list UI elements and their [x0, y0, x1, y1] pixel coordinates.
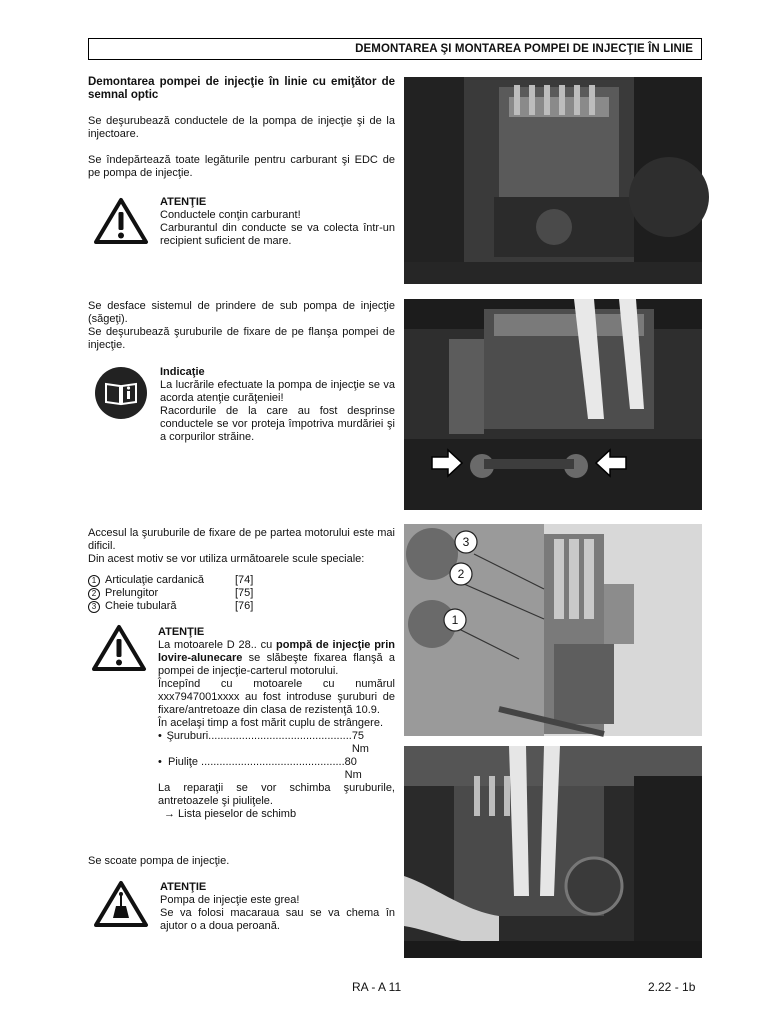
footer-document-code: RA - A 11 [352, 980, 402, 994]
tool-list [88, 574, 395, 613]
torque-item: • Piuliţe ............................................... 80 Nm [158, 756, 395, 782]
page-header [88, 38, 702, 60]
section-heading: Demontarea pompei de injecţie în linie cu emiţător de semnal optic [88, 76, 395, 101]
callout-circle-3 [455, 531, 477, 553]
callout-text: La lucrările efectuate la pompa de injecţie se va acorda atenţie curăţeniei! [160, 379, 395, 404]
paragraph: Din acest motiv se vor utiliza următoarele scule speciale: [88, 553, 365, 565]
paragraph: Se deşurubează şuruburile de fixare de pe flanşa pompei de injecţie. [88, 326, 395, 351]
callout-text: Racordurile de la care au fost desprinse conductele se vor proteja împotriva murdăriei şi a corpurilor străine. [160, 405, 395, 443]
tool-code: [75] [235, 587, 254, 599]
engine-photo-2 [404, 299, 702, 510]
warning-triangle-icon [91, 624, 147, 672]
engine-photo-4 [404, 746, 702, 958]
torque-label: Şuruburi............................................... [166, 730, 352, 742]
paragraph: Se desface sistemul de prindere de sub pompa de injecţie (săgeţi). [88, 300, 395, 325]
callout-circle-1 [444, 609, 466, 631]
number-marker: 2 [88, 588, 100, 600]
callout-circle-2 [450, 563, 472, 585]
warning-callout-1 [160, 196, 395, 248]
note-callout [160, 366, 395, 444]
section-3-text [88, 527, 395, 613]
list-item [88, 600, 395, 613]
callout-text: Începînd cu motoarele cu numărul xxx7947001xxxx au fost introduse şuruburi de fixare/antretoaze din clasa de rezistenţă 10.9. [158, 678, 395, 716]
text-run: se slăbeşte fixarea flanşă a pompei de injecţie-carterul motorului. [158, 652, 395, 677]
parts-list-reference: → Lista pieselor de schimb [164, 808, 297, 820]
warning-triangle-icon [93, 197, 149, 245]
callout-text: În acelaşi timp a fost mărit cuplu de strângere. [158, 717, 383, 729]
footer-page-number: 2.22 - 1b [648, 980, 696, 994]
tool-name: Articulaţie cardanică [105, 574, 205, 586]
section-4-text [88, 855, 395, 868]
callout-title: Indicaţie [160, 366, 205, 378]
callout-title: ATENŢIE [160, 881, 207, 893]
paragraph: Se scoate pompa de injecţie. [88, 855, 230, 867]
paragraph: Accesul la şuruburile de fixare de pe partea motorului este mai dificil. [88, 527, 395, 552]
callout-title: ATENŢIE [158, 626, 205, 638]
callout-text: Se va folosi macaraua sau se va chema în ajutor o a doua peroană. [160, 907, 395, 932]
tool-code: [74] [235, 574, 254, 586]
section-1-text [88, 76, 395, 180]
list-item [88, 587, 395, 600]
callout-title: ATENŢIE [160, 196, 207, 208]
page-title: DEMONTAREA ŞI MONTAREA POMPEI DE INJECŢIE ÎN LINIE [355, 43, 693, 55]
number-marker: 1 [88, 575, 100, 587]
callout-text: La reparaţii se vor schimba şuruburile, antretoazele şi piuliţele. [158, 782, 395, 807]
paragraph: Se îndepărtează toate legăturile pentru carburant şi EDC de pe pompa de injecţie. [88, 154, 395, 179]
callout-text: Carburantul din conducte se va colecta într-un recipient suficient de mare. [160, 222, 395, 247]
section-2-text [88, 300, 395, 352]
torque-value: 80 Nm [344, 756, 362, 781]
warning-callout-3 [158, 626, 395, 821]
text-run-bold: pompă de injecţie prin lovire-alunecare [158, 639, 395, 664]
torque-item: • Şuruburi............................................... 75 Nm [158, 730, 395, 756]
svg-text:1: 1 [451, 613, 459, 627]
number-marker: 3 [88, 601, 100, 613]
torque-value: 75 Nm [351, 730, 369, 755]
tool-code: [76] [235, 600, 254, 612]
text-run: La motoarele D 28.. cu [158, 639, 277, 651]
tool-name: Prelungitor [105, 587, 159, 599]
list-item [88, 574, 395, 587]
callout-text: Pompa de injecţie este grea! [160, 894, 300, 906]
torque-label: Piuliţe ............................................... [168, 756, 345, 768]
engine-photo-3 [404, 524, 702, 736]
tool-name: Cheie tubulară [105, 600, 177, 612]
svg-text:3: 3 [462, 535, 470, 549]
engine-photo-1 [404, 77, 702, 284]
paragraph: Se deşurubează conductele de la pompa de injecţie şi de la injectoare. [88, 115, 395, 140]
heavy-load-warning-icon [93, 880, 149, 928]
svg-text:2: 2 [457, 567, 465, 581]
callout-text: Conductele conţin carburant! [160, 209, 301, 221]
callout-text [158, 639, 395, 678]
info-book-icon [94, 366, 148, 420]
warning-callout-4 [160, 881, 395, 933]
